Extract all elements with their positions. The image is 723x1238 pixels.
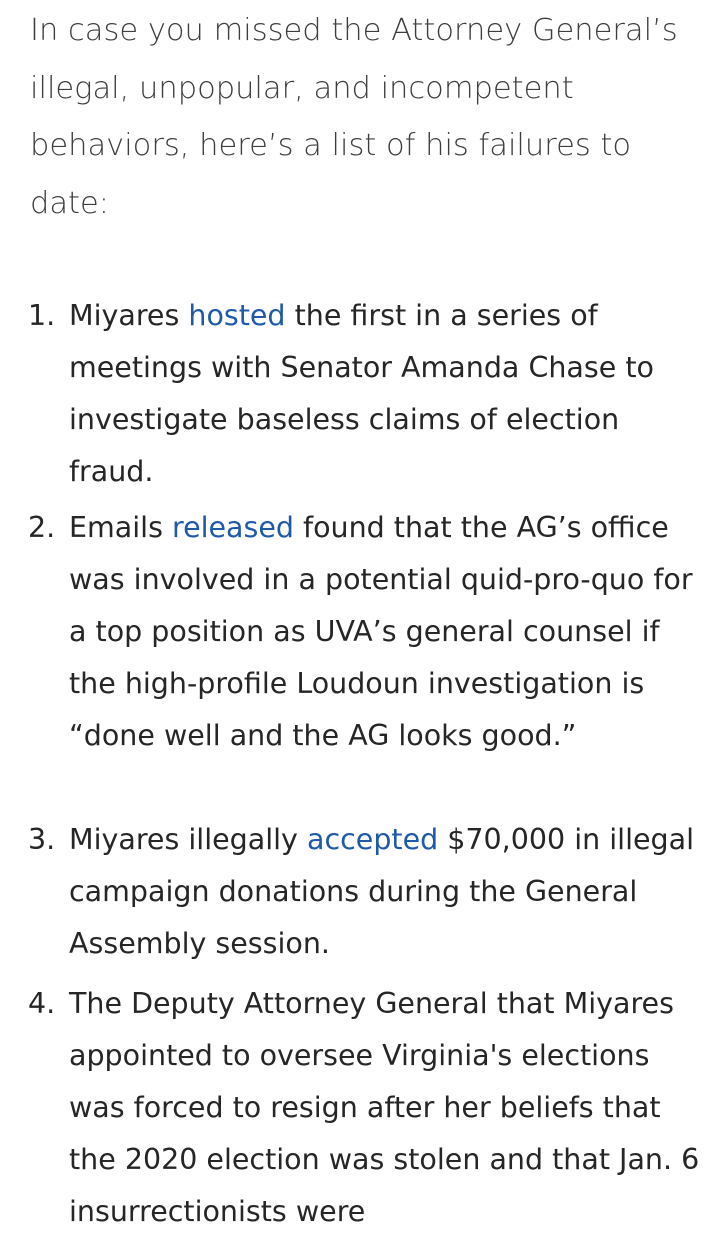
list-item-number: 2. [28,511,56,544]
list-item-text: The Deputy Attorney General that Miyares appointed to oversee Virginia's elections was forced to resign after her beliefs that the 2020 election was stolen and that Jan. 6 insurrectionists were [69,987,700,1228]
list-item-text [69,502,709,762]
hosted-link[interactable]: hosted [188,299,286,332]
text-segment: the first in a series of meetings with Senator Amanda Chase to investigate baseless claims of election fraud. [69,299,654,488]
accepted-link[interactable]: accepted [306,823,439,856]
list-item-text [69,814,709,970]
list-item-number: 4. [28,987,56,1020]
released-link[interactable]: released [171,511,294,544]
intro-paragraph: In case you missed the Attorney General’s illegal, unpopular, and incompetent behaviors, here’s a list of his failures to date: [30,13,678,221]
list-item [0,502,723,762]
list-item-number: 3. [28,823,56,856]
list-item [0,978,723,1238]
text-segment: Miyares [69,299,189,332]
list-item-number: 1. [28,299,56,332]
list-item [0,814,723,970]
text-segment: found that the AG’s office was involved in a potential quid-pro-quo for a top position as UVA’s general counsel if the high-profile Loudoun investigation is “done well and the AG looks good.” [69,511,693,752]
list-item [0,290,723,498]
list-item-text [69,290,709,498]
text-segment: $70,000 in illegal campaign donations during the General Assembly session. [69,823,694,960]
text-segment: Emails [69,511,172,544]
text-segment: Miyares illegally [69,823,307,856]
